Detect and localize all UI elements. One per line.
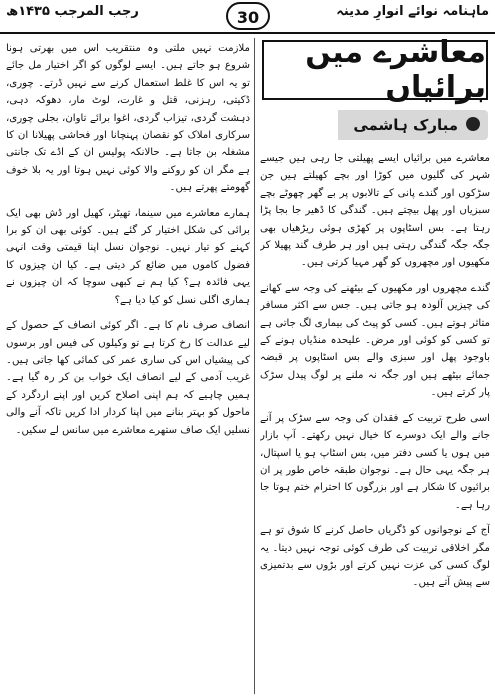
author-bullet-icon xyxy=(466,117,480,131)
paragraph: گندے مچھروں اور مکھیوں کے بیٹھنے کی وجہ سے کھانے کی چیزیں آلودہ ہو جاتی ہیں۔ جس سے اکثر مسافر متاثر ہوتے ہیں۔ کسی کو پیٹ کی بیماری لگ جاتی ہے تو کسی کو کوئی اور مرض۔ علیحدہ منڈیاں ہونے کے باوجود پھل اور سبزی والے بس اسٹاپوں پر قبضہ جمائے بیٹھے ہیں اور جگہ نہ ملنے پر لوگ پیدل سڑک پار کرتے ہیں۔ xyxy=(260,282,490,399)
article-title: معاشرے میں برائیاں xyxy=(305,35,486,105)
paragraph: ہمارے معاشرے میں سینما، تھیٹر، کھیل اور ڈش بھی ایک برائی کی شکل اختیار کر گئے ہیں۔ کوئی بھی ان کو برا کہنے کو تیار نہیں۔ نوجوان نسل اپنا قیمتی وقت انہی فضول کاموں میں ضائع کر دیتی ہے۔ کیا ان چیزوں کا یہی فائدہ ہے؟ کیا ہم نے کبھی سوچا کہ ان چیزوں نے ہماری اگلی نسل کو کیا دیا ہے؟ xyxy=(6,207,250,306)
header-divider xyxy=(0,32,495,34)
paragraph: انصاف صرف نام کا ہے۔ اگر کوئی انصاف کے حصول کے لیے عدالت کا رخ کرتا ہے تو وکیلوں کی فیس اور برسوں کی پیشیاں اس کی ساری عمر کی کمائی کھا جاتی ہیں۔ غریب آدمی کے لیے انصاف ایک خواب بن کر رہ گیا ہے۔ ہمیں چاہیے کہ ہم اپنی اصلاح کریں اور اپنے اردگرد کے ماحول کو بہتر بنانے میں اپنا کردار ادا کریں تاکہ آنے والی نسلیں ایک صاف ستھرے معاشرے میں سانس لے سکیں۔ xyxy=(6,320,250,436)
right-column-text xyxy=(260,150,490,696)
author-name: مبارک ہاشمی xyxy=(353,116,458,134)
page-header xyxy=(0,0,495,36)
column-divider xyxy=(254,38,255,694)
left-column-text xyxy=(6,40,250,696)
magazine-name: ماہنامہ نوائے انوارِ مدینہ xyxy=(336,4,489,19)
paragraph: ملازمت نہیں ملتی وہ منتقریب اس میں بھرتی ہونا شروع ہو جاتے ہیں۔ ایسے لوگوں کو اگر اختیار مل جائے تو یہ اس کا غلط استعمال کرنے سے نہیں ڈرتے۔ چوری، ڈکیتی، رہزنی، قتل و غارت، لوٹ مار، دھوکہ دہی، دہشت گردی، تیزاب گردی، اغوا برائے تاوان، بجلی چوری، سرکاری املاک کو نقصان پہنچانا اور فحاشی پھیلانا ان کا مشغلہ بن جاتا ہے۔ حالانکہ پولیس ان کے اڈے تک جانتی ہے مگر ان کو روکنے والا کوئی نہیں ہوتا اور یہ بلا خوف گھومتے پھرتے ہیں۔ xyxy=(6,43,250,194)
article-title-box xyxy=(262,35,488,105)
paragraph: اسی طرح تربیت کے فقدان کی وجہ سے سڑک پر آنے جانے والے ایک دوسرے کا خیال نہیں رکھتے۔ آپ بازار میں ہوں یا کسی دفتر میں، بس اسٹاپ ہو یا اسپتال، ہر جگہ یہی حال ہے۔ نوجوان طبقہ خاص طور پر ان برائیوں کا شکار ہے اور بزرگوں کا احترام ختم ہوتا جا رہا ہے۔ xyxy=(260,412,490,511)
paragraph: معاشرے میں برائیاں ایسے پھیلتی جا رہی ہیں جیسے شہر کی گلیوں میں کوڑا اور بچے کھیلتے ہیں جن سڑکوں اور گندے پانی کے تالابوں پر بے گھر چھوٹے بچے سبزیاں اور پھل بیچتے ہیں۔ گندگی کا ڈھیر جا بجا پڑا رہتا ہے۔ بس اسٹاپوں پر کھڑی ہوئی ریڑھیاں بھی جگہ جگہ گندگی رہتی ہیں اور ہر طرف گند پھیلا کر مکھیوں اور مچھروں کو گھر مہیا کرتی ہیں۔ xyxy=(260,153,490,269)
author-row xyxy=(262,108,488,144)
author-banner xyxy=(338,110,488,140)
issue-date: رجب المرجب ۱۴۳۵ھ xyxy=(6,4,139,19)
paragraph: آج کے نوجوانوں کو ڈگریاں حاصل کرنے کا شوق تو ہے مگر اخلاقی تربیت کی طرف کوئی توجہ نہیں دیتا۔ یہ لوگ کسی کی عزت نہیں کرتے اور بڑوں سے بدتمیزی سے پیش آتے ہیں۔ xyxy=(260,525,490,589)
page-number: 30 xyxy=(226,2,270,30)
